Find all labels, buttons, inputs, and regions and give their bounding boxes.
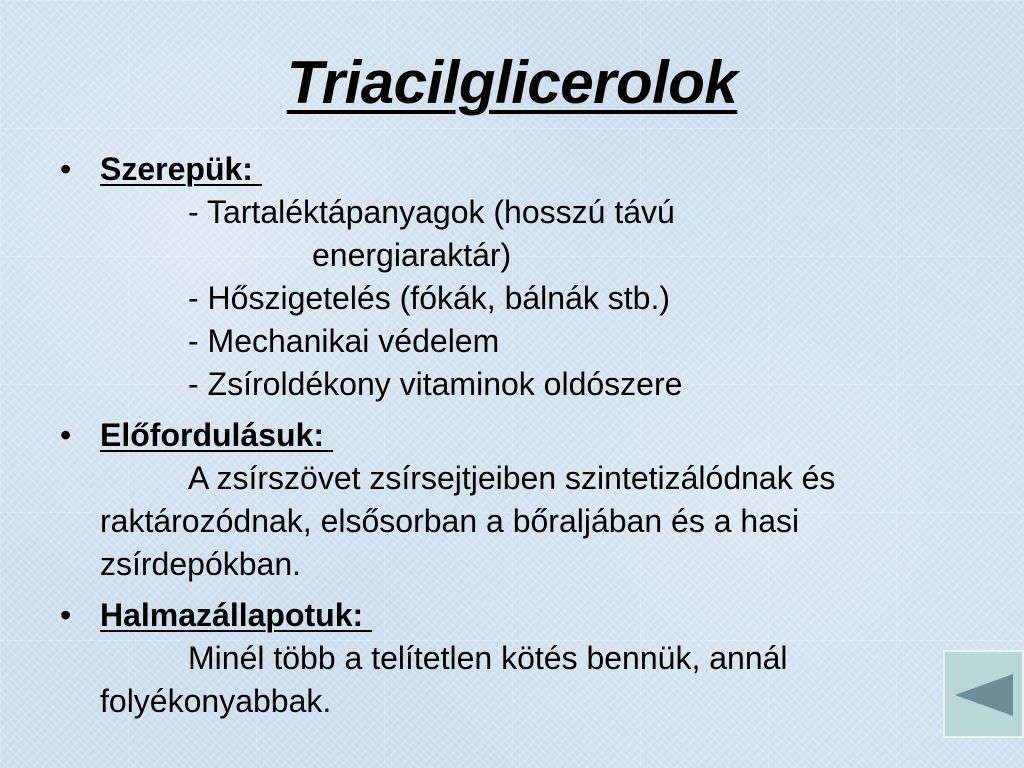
role-line-2: energiaraktár) <box>312 237 512 273</box>
bullet-list <box>60 148 950 731</box>
back-arrow-icon <box>953 672 1015 718</box>
bullet-szerepuk <box>60 148 950 406</box>
occurrence-text-content: A zsírszövet zsírsejtjeiben szintetizálódnak és raktározódnak, elsősorban a bőraljában és a hasi zsírdepókban. <box>100 460 836 582</box>
bullet-elofordulasuk <box>60 414 950 586</box>
section-heading-halmazallapotuk: Halmazállapotuk: <box>100 597 373 633</box>
previous-slide-button[interactable] <box>943 650 1024 738</box>
role-line-1: - Tartaléktápanyagok (hosszú távú <box>188 194 675 230</box>
role-line-3: - Hőszigetelés (fókák, bálnák stb.) <box>188 280 670 316</box>
bullet-dot: • <box>60 151 72 187</box>
role-line-4: - Mechanikai védelem <box>188 323 500 359</box>
section-heading-elofordulasuk: Előfordulásuk: <box>100 417 333 453</box>
bullet-dot: • <box>60 417 72 453</box>
state-text-content: Minél több a telítetlen kötés bennük, annál folyékonyabbak. <box>100 640 788 719</box>
bullet-dot: • <box>60 597 72 633</box>
state-text <box>100 637 950 723</box>
slide-title <box>0 48 1024 117</box>
slide-title-text: Triacilglicerolok <box>286 49 738 116</box>
bullet-halmazallapotuk <box>60 594 950 723</box>
occurrence-text <box>100 457 950 586</box>
section-heading-szerepuk: Szerepük: <box>100 151 262 187</box>
role-line-5: - Zsíroldékony vitaminok oldószere <box>188 366 683 402</box>
